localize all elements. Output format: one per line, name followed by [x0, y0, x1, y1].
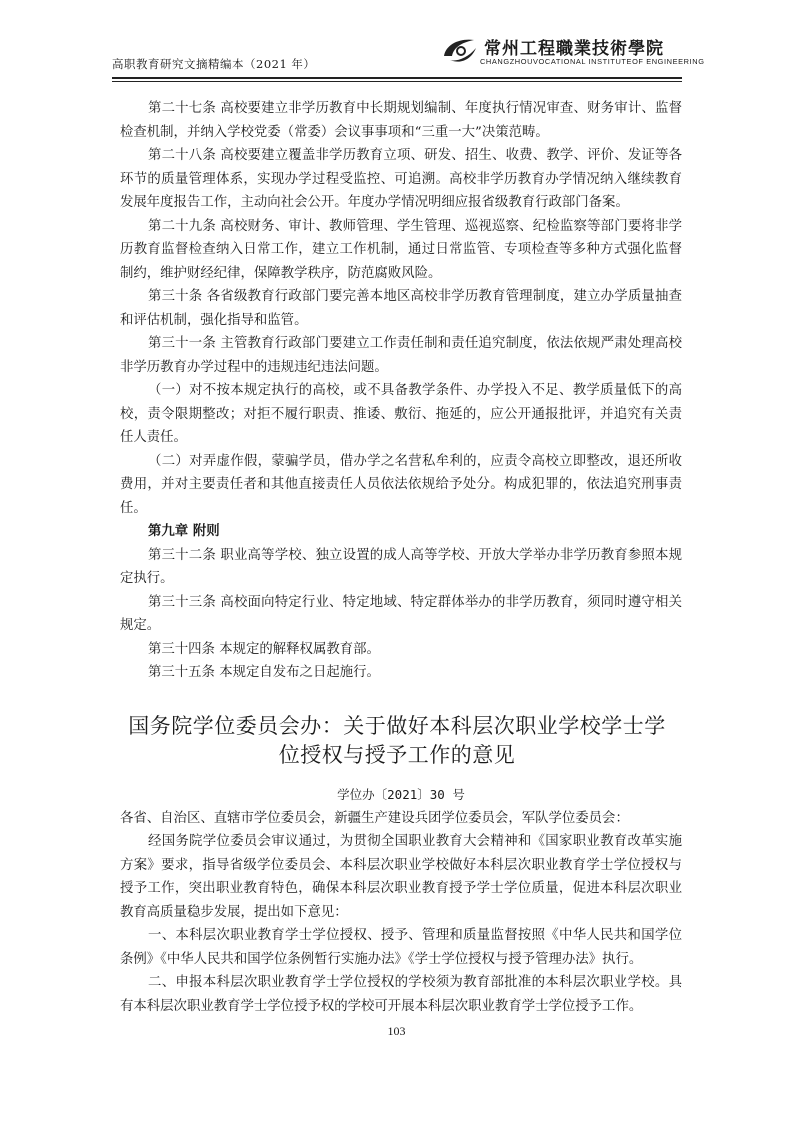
paragraph-article-35: 第三十五条 本规定自发布之日起施行。 — [148, 665, 380, 680]
paragraph-article-32: 第三十二条 职业高等学校、独立设置的成人高等学校、开放大学举办非学历教育参照本规定执行。 — [120, 547, 682, 586]
logo-chinese-name: 常州工程職業技術學院 — [484, 39, 664, 59]
document-number: 学位办〔2021〕30 号 — [337, 787, 465, 802]
paragraph-article-34: 第三十四条 本规定的解释权属教育部。 — [148, 641, 380, 657]
page-header — [112, 32, 705, 78]
paragraph-article-28: 第二十八条 高校要建立覆盖非学历教育立项、研发、招生、收费、教学、评价、发证等各环节的质量管理体系，实现办学过程受监控、可追溯。高校非学历教育办学情况纳入继续教育发展年度报告工作，主动向社会公开。年度办学情况明细应报省级教育行政部门备案。 — [120, 148, 682, 210]
paragraph-article-33: 第三十三条 高校面向特定行业、特定地域、特定群体举办的非学历教育，须同时遵守相关规定。 — [120, 594, 682, 633]
chapter-heading: 第九章 附则 — [148, 524, 220, 539]
article-title-line-1: 国务院学位委员会办：关于做好本科层次职业学校学士学 — [128, 714, 666, 738]
paragraph-article-29: 第二十九条 高校财务、审计、教师管理、学生管理、巡视巡察、纪检监察等部门要将非学历教育监督检查纳入日常工作，建立工作机制，通过日常监管、专项检查等多种方式强化监督制约，维护财经纪律，保障教学秩序，防范腐败风险。 — [120, 218, 682, 281]
page-number: 103 — [387, 1024, 406, 1038]
running-header-title: 高职教育研究文摘精编本（2021 年） — [112, 57, 316, 71]
header-rule-thin — [112, 81, 682, 82]
paragraph-item-2: （二）对弄虚作假，蒙骗学员，借办学之名营私牟利的，应责令高校立即整改，退还所收费用，并对主要责任者和其他直接责任人员依法依规给予处分。构成犯罪的，依法追究刑事责任。 — [120, 453, 682, 516]
article-paragraph-intro: 经国务院学位委员会审议通过，为贯彻全国职业教育大会精神和《国家职业教育改革实施方案》要求，指导省级学位委员会、本科层次职业学校做好本科层次职业教育学士学位授权与授予工作，突出职业教育特色，确保本科层次职业教育授予学士学位质量，促进本科层次职业教育高质量稳步发展，提出如下意见： — [120, 834, 682, 920]
article-paragraph-2: 二、申报本科层次职业教育学士学位授权的学校须为教育部批准的本科层次职业学校。具有本科层次职业教育学士学位授予权的学校可开展本科层次职业教育学士学位授予工作。 — [120, 975, 682, 1014]
regulation-body — [120, 97, 682, 685]
paragraph-article-27: 第二十七条 高校要建立非学历教育中长期规划编制、年度执行情况审查、财务审计、监督检查机制，并纳入学校党委（常委）会议事事项和“三重一大”决策范畴。 — [120, 101, 682, 140]
article-title — [112, 712, 682, 770]
paragraph-item-1: （一）对不按本规定执行的高校，或不具备教学条件、办学投入不足、教学质量低下的高校，责令限期整改；对拒不履行职责、推诿、敷衍、拖延的，应公开通报批评，并追究有关责任人责任。 — [120, 383, 682, 445]
addressee: 各省、自治区、直辖市学位委员会，新疆生产建设兵团学位委员会，军队学位委员会： — [120, 810, 629, 826]
paragraph-article-30: 第三十条 各省级教育行政部门要完善本地区高校非学历教育管理制度，建立办学质量抽查和评估机制，强化指导和监管。 — [120, 289, 682, 328]
institution-logo — [440, 32, 705, 74]
logo-english-name: CHANGZHOUVOCATIONAL INSTITUTEOF ENGINEERING — [480, 57, 705, 66]
logo-emblem-icon — [440, 36, 480, 66]
header-rule — [112, 77, 682, 79]
paragraph-article-31: 第三十一条 主管教育行政部门要建立工作责任制和责任追究制度，依法依规严肃处理高校非学历教育办学过程中的违规违纪违法问题。 — [120, 336, 682, 375]
article-body — [120, 783, 682, 1018]
article-paragraph-1: 一、本科层次职业教育学士学位授权、授予、管理和质量监督按照《中华人民共和国学位条例》《中华人民共和国学位条例暂行实施办法》《学士学位授权与授予管理办法》执行。 — [120, 928, 682, 967]
article-title-line-2: 位授权与授予工作的意见 — [278, 743, 516, 767]
